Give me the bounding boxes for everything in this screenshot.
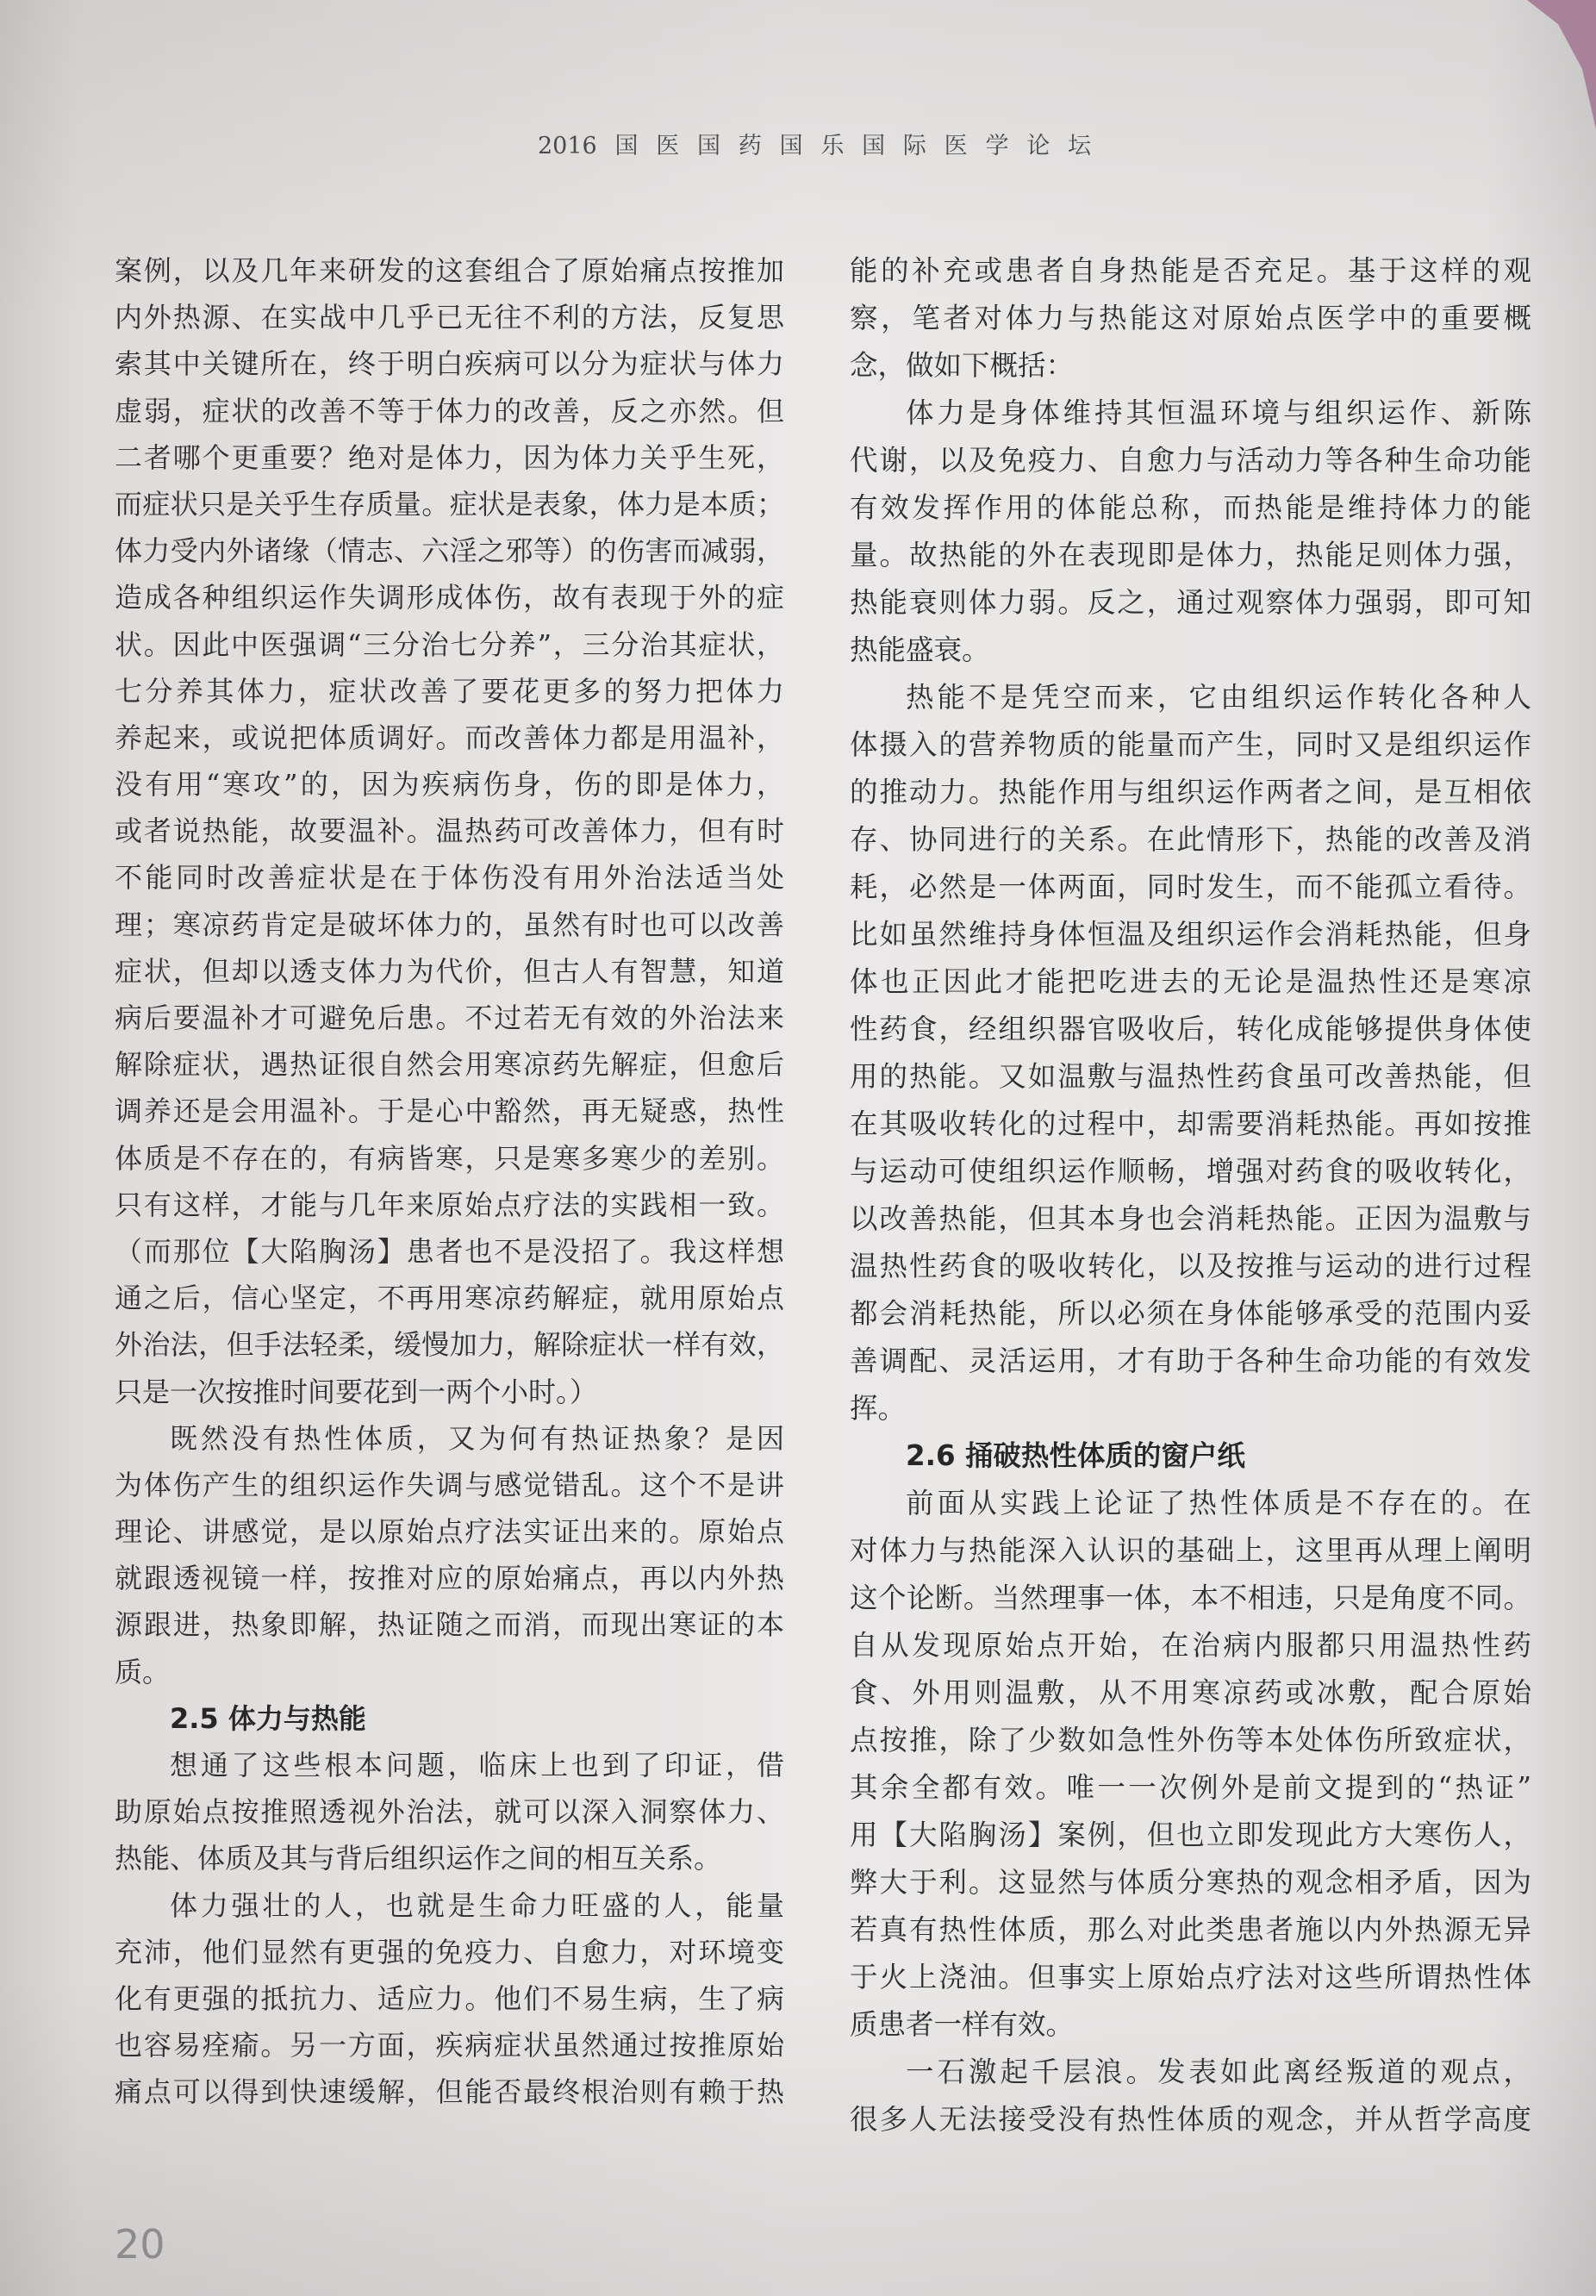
text-line: 不能同时改善症状是在于体伤没有用外治法适当处 [115, 861, 784, 895]
text-line: 很多人无法接受没有热性体质的观念，并从哲学高度 [850, 2103, 1531, 2136]
text-line: 这个论断。当然理事一体，本不相违，只是角度不同。 [850, 1582, 1531, 1614]
text-line: 其余全都有效。唯一一次例外是前文提到的“热证” [850, 1771, 1531, 1804]
text-line: 与运动可使组织运作顺畅，增强对药食的吸收转化， [850, 1155, 1531, 1188]
text-line: 状。因此中医强调“三分治七分养”，三分治其症状， [115, 627, 784, 661]
text-line: 比如虽然维持身体恒温及组织运作会消耗热能，但身 [850, 918, 1531, 951]
text-line: 代谢，以及免疫力、自愈力与活动力等各种生命功能 [850, 444, 1531, 477]
right-column [850, 247, 1531, 2143]
text-line: 热能衰则体力弱。反之，通过观察体力强弱，即可知 [850, 586, 1531, 619]
text-line: 只有这样，才能与几年来原始点疗法的实践相一致。 [115, 1188, 784, 1221]
text-line: 助原始点按推照透视外治法，就可以深入洞察体力、 [115, 1795, 784, 1829]
text-line: 用的热能。又如温敷与温热性药食虽可改善热能，但 [850, 1060, 1531, 1093]
text-line: 量。故热能的外在表现即是体力，热能足则体力强， [850, 539, 1531, 571]
text-line: 善调配、灵活运用，才有助于各种生命功能的有效发 [850, 1345, 1531, 1377]
text-line: 而症状只是关乎生存质量。症状是表象，体力是本质； [115, 487, 784, 521]
text-line: 内外热源、在实战中几乎已无往不利的方法，反复思 [115, 301, 784, 334]
text-line: 体摄入的营养物质的能量而产生，同时又是组织运作 [850, 728, 1531, 761]
text-line: 前面从实践上论证了热性体质是不存在的。在 [906, 1487, 1531, 1519]
left-column [115, 247, 784, 2116]
text-line: 源跟进，热象即解，热证随之而消，而现出寒证的本 [115, 1608, 784, 1642]
text-line: 解除症状，遇热证很自然会用寒凉药先解症，但愈后 [115, 1048, 784, 1082]
text-line: 充沛，他们显然有更强的免疫力、自愈力，对环境变 [115, 1935, 784, 1968]
text-line: 性药食，经组织器官吸收后，转化成能够提供身体使 [850, 1013, 1531, 1045]
text-line: 为体伤产生的组织运作失调与感觉错乱。这个不是讲 [115, 1468, 784, 1501]
text-line: 耗，必然是一体两面，同时发生，而不能孤立看待。 [850, 870, 1531, 903]
text-line: 理；寒凉药肯定是破坏体力的，虽然有时也可以改善 [115, 908, 784, 941]
text-line: 体力强壮的人，也就是生命力旺盛的人，能量 [170, 1888, 784, 1922]
text-line: 热能不是凭空而来，它由组织运作转化各种人 [906, 681, 1531, 714]
text-line: 能的补充或患者自身热能是否充足。基于这样的观 [850, 254, 1531, 287]
section-heading: 2.5 体力与热能 [170, 1701, 366, 1735]
text-line: 体力是身体维持其恒温环境与组织运作、新陈 [906, 396, 1531, 429]
text-line: 体也正因此才能把吃进去的无论是温热性还是寒凉 [850, 965, 1531, 998]
text-line: 没有用“寒攻”的，因为疾病伤身，伤的即是体力， [115, 768, 784, 802]
text-line: 都会消耗热能，所以必须在身体能够承受的范围内妥 [850, 1297, 1531, 1330]
text-line: 有效发挥作用的体能总称，而热能是维持体力的能 [850, 491, 1531, 524]
text-line: 七分养其体力，症状改善了要花更多的努力把体力 [115, 674, 784, 708]
text-line: 点按推，除了少数如急性外伤等本处体伤所致症状， [850, 1724, 1531, 1756]
text-line: 一石激起千层浪。发表如此离经叛道的观点， [906, 2056, 1531, 2088]
text-line: 存、协同进行的关系。在此情形下，热能的改善及消 [850, 823, 1531, 856]
text-line: 通之后，信心坚定，不再用寒凉药解症，就用原始点 [115, 1282, 784, 1315]
text-line: 挥。 [850, 1392, 907, 1425]
text-line: 想通了这些根本问题，临床上也到了印证，借 [170, 1749, 784, 1781]
text-line: 只是一次按推时间要花到一两个小时。） [115, 1375, 598, 1408]
text-line: 病后要温补才可避免后患。不过若无有效的外治法来 [115, 1001, 784, 1034]
text-line: 案例，以及几年来研发的这套组合了原始痛点按推加 [115, 254, 784, 287]
text-line: 调养还是会用温补。于是心中豁然，再无疑惑，热性 [115, 1095, 784, 1128]
text-line: 体质是不存在的，有病皆寒，只是寒多寒少的差别。 [115, 1141, 784, 1175]
text-line: 的推动力。热能作用与组织运作两者之间，是互相依 [850, 776, 1531, 808]
text-line: 在其吸收转化的过程中，却需要消耗热能。再如按推 [850, 1107, 1531, 1140]
text-line: 热能、体质及其与背后组织运作之间的相互关系。 [115, 1842, 722, 1875]
text-line: 食、外用则温敷，从不用寒凉药或冰敷，配合原始 [850, 1676, 1531, 1709]
text-line: 质患者一样有效。 [850, 2008, 1075, 2041]
text-line: 就跟透视镜一样，按推对应的原始痛点，再以内外热 [115, 1562, 784, 1595]
text-line: 外治法，但手法轻柔，缓慢加力，解除症状一样有效， [115, 1328, 784, 1362]
text-line: 念，做如下概括： [850, 349, 1075, 382]
text-line: 造成各种组织运作失调形成体伤，故有表现于外的症 [115, 581, 784, 615]
text-line: 于火上浇油。但事实上原始点疗法对这些所谓热性体 [850, 1961, 1531, 1993]
page-number: 20 [115, 2221, 165, 2268]
text-line: 虚弱，症状的改善不等于体力的改善，反之亦然。但 [115, 394, 784, 427]
text-line: 理论、讲感觉，是以原始点疗法实证出来的。原始点 [115, 1515, 784, 1549]
text-line: 弊大于利。这显然与体质分寒热的观念相矛盾，因为 [850, 1866, 1531, 1899]
running-header: 2016国医国药国乐国际医学论坛 [538, 133, 1091, 159]
text-line: （而那位【大陷胸汤】患者也不是没招了。我这样想 [115, 1234, 784, 1268]
text-line: 自从发现原始点开始，在治病内服都只用温热性药 [850, 1629, 1531, 1662]
text-line: 对体力与热能深入认识的基础上，这里再从理上阐明 [850, 1534, 1531, 1567]
text-line: 若真有热性体质，那么对此类患者施以内外热源无异 [850, 1913, 1531, 1946]
text-line: 体力受内外诸缘（情志、六淫之邪等）的伤害而减弱， [115, 534, 784, 568]
text-line: 用【大陷胸汤】案例，但也立即发现此方大寒伤人， [850, 1819, 1531, 1851]
text-line: 或者说热能，故要温补。温热药可改善体力，但有时 [115, 814, 784, 848]
text-line: 养起来，或说把体质调好。而改善体力都是用温补， [115, 721, 784, 754]
text-line: 二者哪个更重要？绝对是体力，因为体力关乎生死， [115, 440, 784, 474]
text-line: 索其中关键所在，终于明白疾病可以分为症状与体力 [115, 347, 784, 381]
text-line: 察，笔者对体力与热能这对原始点医学中的重要概 [850, 302, 1531, 334]
text-line: 化有更强的抵抗力、适应力。他们不易生病，生了病 [115, 1981, 784, 2015]
text-line: 质。 [115, 1655, 171, 1688]
text-line: 既然没有热性体质，又为何有热证热象？是因 [170, 1421, 784, 1455]
text-line: 温热性药食的吸收转化，以及按推与运动的进行过程 [850, 1250, 1531, 1282]
text-line: 症状，但却以透支体力为代价，但古人有智慧，知道 [115, 954, 784, 988]
text-line: 痛点可以得到快速缓解，但能否最终根治则有赖于热 [115, 2075, 784, 2109]
text-line: 以改善热能，但其本身也会消耗热能。正因为温敷与 [850, 1202, 1531, 1235]
text-line: 也容易痊瘉。另一方面，疾病症状虽然通过按推原始 [115, 2029, 784, 2062]
text-line: 热能盛衰。 [850, 633, 990, 666]
section-heading: 2.6 捅破热性体质的窗户纸 [906, 1439, 1245, 1472]
